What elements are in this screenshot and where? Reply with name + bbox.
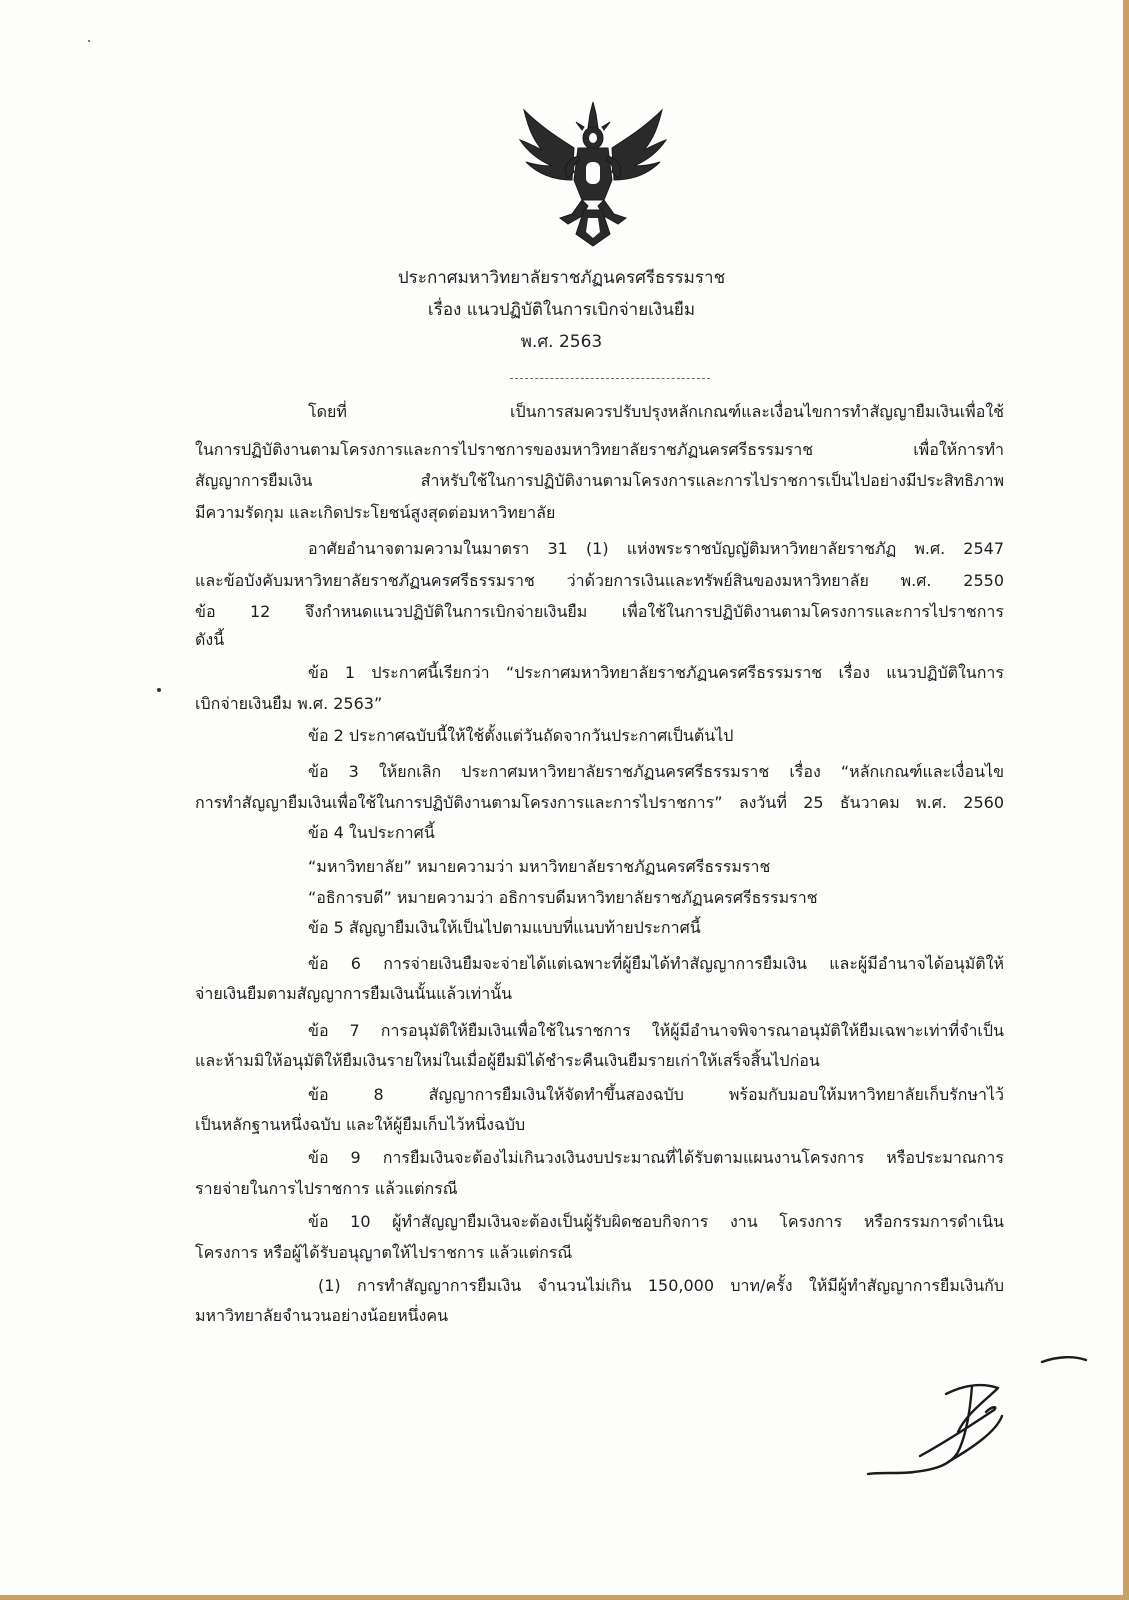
body-line: ในการปฏิบัติงานตามโครงการและการไปราชการของมหาวิทยาลัยราชภัฏนครศรีธรรมราช เพื่อให้การทำ bbox=[195, 440, 1004, 459]
body-line: ข้อ 4 ในประกาศนี้ bbox=[308, 823, 435, 842]
body-line: และห้ามมิให้อนุมัติให้ยืมเงินรายใหม่ในเมื่อผู้ยืมมิได้ชำระคืนเงินยืมรายเก่าให้เสร็จสิ้นไปก่อน bbox=[195, 1051, 820, 1070]
body-line: (1) การทำสัญญาการยืมเงิน จำนวนไม่เกิน 150,000 บาท/ครั้ง ให้มีผู้ทำสัญญาการยืมเงินกับ bbox=[318, 1276, 1004, 1295]
body-line: โครงการ หรือผู้ได้รับอนุญาตให้ไปราชการ แล้วแต่กรณี bbox=[195, 1243, 573, 1262]
body-line: ข้อ 2 ประกาศฉบับนี้ให้ใช้ตั้งแต่วันถัดจากวันประกาศเป็นต้นไป bbox=[308, 726, 734, 745]
garuda-emblem-icon bbox=[512, 100, 674, 248]
body-line: เป็นหลักฐานหนึ่งฉบับ และให้ผู้ยืมเก็บไว้หนึ่งฉบับ bbox=[195, 1115, 526, 1134]
body-line: รายจ่ายในการไปราชการ แล้วแต่กรณี bbox=[195, 1179, 458, 1198]
announcement-year: พ.ศ. 2563 bbox=[520, 332, 603, 352]
body-line: “มหาวิทยาลัย” หมายความว่า มหาวิทยาลัยราชภัฏนครศรีธรรมราช bbox=[308, 857, 771, 876]
body-line: ข้อ 10 ผู้ทำสัญญายืมเงินจะต้องเป็นผู้รับผิดชอบกิจการ งาน โครงการ หรือกรรมการดำเนิน bbox=[308, 1212, 1004, 1231]
body-line: ข้อ 7 การอนุมัติให้ยืมเงินเพื่อใช้ในราชการ ให้ผู้มีอำนาจพิจารณาอนุมัติให้ยืมเฉพาะเท่าที่จำเป็น bbox=[308, 1021, 1004, 1040]
body-line: อาศัยอำนาจตามความในมาตรา 31 (1) แห่งพระราชบัญญัติมหาวิทยาลัยราชภัฏ พ.ศ. 2547 bbox=[308, 539, 1004, 558]
body-line: การทำสัญญายืมเงินเพื่อใช้ในการปฏิบัติงานตามโครงการและการไปราชการ” ลงวันที่ 25 ธันวาคม พ.ศ. 2560 bbox=[195, 793, 1004, 812]
announcement-subject: เรื่อง แนวปฏิบัติในการเบิกจ่ายเงินยืม bbox=[427, 300, 696, 320]
body-line: ข้อ 1 ประกาศนี้เรียกว่า “ประกาศมหาวิทยาลัยราชภัฏนครศรีธรรมราช เรื่อง แนวปฏิบัติในการ bbox=[308, 663, 1004, 682]
body-line: ดังนี้ bbox=[195, 630, 225, 649]
body-line: ข้อ 12 จึงกำหนดแนวปฏิบัติในการเบิกจ่ายเงินยืม เพื่อใช้ในการปฏิบัติงานตามโครงการและการไปราชการ bbox=[195, 602, 1004, 621]
announcement-title: ประกาศมหาวิทยาลัยราชภัฏนครศรีธรรมราช bbox=[397, 268, 726, 288]
body-line: มหาวิทยาลัยจำนวนอย่างน้อยหนึ่งคน bbox=[195, 1306, 449, 1325]
body-line: เบิกจ่ายเงินยืม พ.ศ. 2563” bbox=[195, 694, 383, 713]
body-line: “อธิการบดี” หมายความว่า อธิการบดีมหาวิทยาลัยราชภัฏนครศรีธรรมราช bbox=[308, 888, 818, 907]
body-line: และข้อบังคับมหาวิทยาลัยราชภัฏนครศรีธรรมราช ว่าด้วยการเงินและทรัพย์สินของมหาวิทยาลัย พ.ศ. 2550 bbox=[195, 571, 1004, 590]
body-line: สัญญาการยืมเงิน สำหรับใช้ในการปฏิบัติงานตามโครงการและการไปราชการเป็นไปอย่างมีประสิทธิภาพ bbox=[195, 471, 1004, 490]
body-line: โดยที่ เป็นการสมควรปรับปรุงหลักเกณฑ์และเงื่อนไขการทำสัญญายืมเงินเพื่อใช้ bbox=[308, 402, 1004, 421]
body-line: ข้อ 9 การยืมเงินจะต้องไม่เกินวงเงินงบประมาณที่ได้รับตามแผนงานโครงการ หรือประมาณการ bbox=[308, 1148, 1004, 1167]
margin-dot bbox=[157, 688, 161, 692]
body-line: มีความรัดกุม และเกิดประโยชน์สูงสุดต่อมหาวิทยาลัย bbox=[195, 503, 556, 522]
body-line: ข้อ 6 การจ่ายเงินยืมจะจ่ายได้แต่เฉพาะที่ผู้ยืมได้ทำสัญญาการยืมเงิน และผู้มีอำนาจได้อนุมัติให้ bbox=[308, 954, 1004, 973]
body-line: ข้อ 3 ให้ยกเลิก ประกาศมหาวิทยาลัยราชภัฏนครศรีธรรมราช เรื่อง “หลักเกณฑ์และเงื่อนไข bbox=[308, 762, 1004, 781]
body-line: ข้อ 8 สัญญาการยืมเงินให้จัดทำขึ้นสองฉบับ พร้อมกับมอบให้มหาวิทยาลัยเก็บรักษาไว้ bbox=[308, 1085, 1004, 1104]
body-line: จ่ายเงินยืมตามสัญญาการยืมเงินนั้นแล้วเท่านั้น bbox=[195, 984, 513, 1003]
paper-speck bbox=[88, 40, 90, 42]
handwritten-signature bbox=[862, 1352, 1092, 1482]
body-line: ข้อ 5 สัญญายืมเงินให้เป็นไปตามแบบที่แนบท้ายประกาศนี้ bbox=[308, 918, 701, 937]
header-divider bbox=[510, 378, 710, 379]
